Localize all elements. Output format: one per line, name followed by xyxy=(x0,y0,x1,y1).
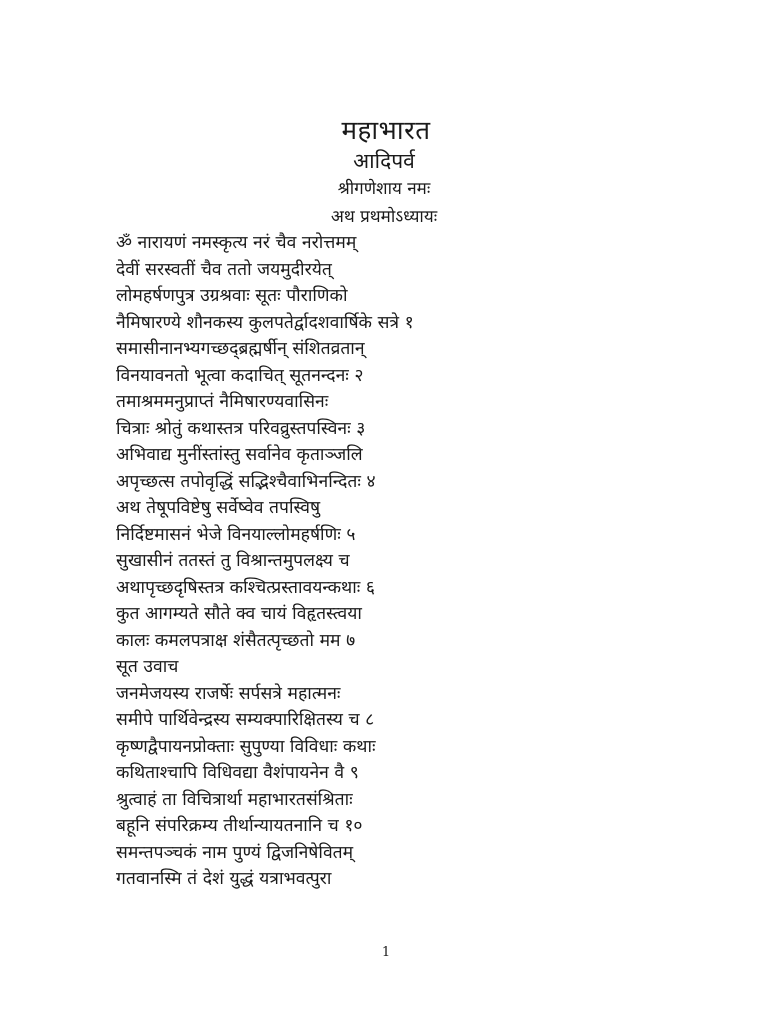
verse-line: समीपे पार्थिवेन्द्रस्य सम्यक्पारिक्षितस्य च ८ xyxy=(116,710,375,730)
verse-line: लोमहर्षणपुत्र उग्रश्रवाः सूतः पौराणिको xyxy=(116,286,348,306)
verse-line: बहूनि संपरिक्रम्य तीर्थान्यायतनानि च १० xyxy=(116,816,363,836)
verse-line: अभिवाद्य मुनींस्तांस्तु सर्वानेव कृताञ्जलि xyxy=(116,445,363,465)
verse-line: अपृच्छत्स तपोवृद्धिं सद्भिश्चैवाभिनन्दितः ४ xyxy=(116,471,376,492)
verse-list xyxy=(116,230,716,893)
verse-line: अथापृच्छदृषिस्तत्र कश्चित्प्रस्तावयन्कथाः ६ xyxy=(116,577,375,598)
verse-line: नैमिषारण्ये शौनकस्य कुलपतेर्द्वादशवार्षिके सत्रे १ xyxy=(116,312,414,333)
verse-line: श्रुत्वाहं ता विचित्रार्था महाभारतसंश्रिताः xyxy=(116,789,353,810)
verse-line: जनमेजयस्य राजर्षेः सर्पसत्रे महात्मनः xyxy=(116,683,341,704)
verse-line: गतवानस्मि तं देशं युद्धं यत्राभवत्पुरा xyxy=(116,869,332,889)
verse-line: समासीनानभ्यगच्छद्ब्रह्मर्षीन् संशितव्रतान् xyxy=(116,339,365,359)
verse-line: समन्तपञ्चकं नाम पुण्यं द्विजनिषेवितम् xyxy=(116,842,354,863)
verse-line: सुखासीनं ततस्तं तु विश्रान्तमुपलक्ष्य च xyxy=(116,551,350,571)
verse-line: चित्राः श्रोतुं कथास्तत्र परिवव्रुस्तपस्विनः ३ xyxy=(116,418,366,439)
verse-line: निर्दिष्टमासनं भेजे विनयाल्लोमहर्षणिः ५ xyxy=(116,524,356,545)
chapter-heading: अथ प्रथमोऽध्यायः xyxy=(330,207,438,227)
book-subtitle: आदिपर्व xyxy=(353,149,415,173)
document-title: महाभारत xyxy=(341,116,431,146)
verse-line: कालः कमलपत्राक्ष शंसैतत्पृच्छतो मम ७ xyxy=(116,630,356,651)
verse-line: ॐ नारायणं नमस्कृत्य नरं चैव नरोत्तमम् xyxy=(116,233,357,253)
page-number: 1 xyxy=(381,945,391,960)
verse-line: विनयावनतो भूत्वा कदाचित् सूतनन्दनः २ xyxy=(116,365,364,386)
verse-line: अथ तेषूपविष्टेषु सर्वेष्वेव तपस्विषु xyxy=(116,498,321,518)
verse-line: कथिताश्चापि विधिवद्या वैशंपायनेन वै ९ xyxy=(116,763,359,783)
verse-line: कुत आगम्यते सौते क्व चायं विहृतस्त्वया xyxy=(116,604,362,624)
speaker-line: सूत उवाच xyxy=(116,657,179,677)
verse-line: तमाश्रममनुप्राप्तं नैमिषारण्यवासिनः xyxy=(116,392,329,412)
invocation-line: श्रीगणेशाय नमः xyxy=(337,179,431,199)
verse-line: देवीं सरस्वतीं चैव ततो जयमुदीरयेत् xyxy=(116,259,332,280)
verse-line: कृष्णद्वैपायनप्रोक्ताः सुपुण्या विविधाः कथाः xyxy=(116,736,376,757)
